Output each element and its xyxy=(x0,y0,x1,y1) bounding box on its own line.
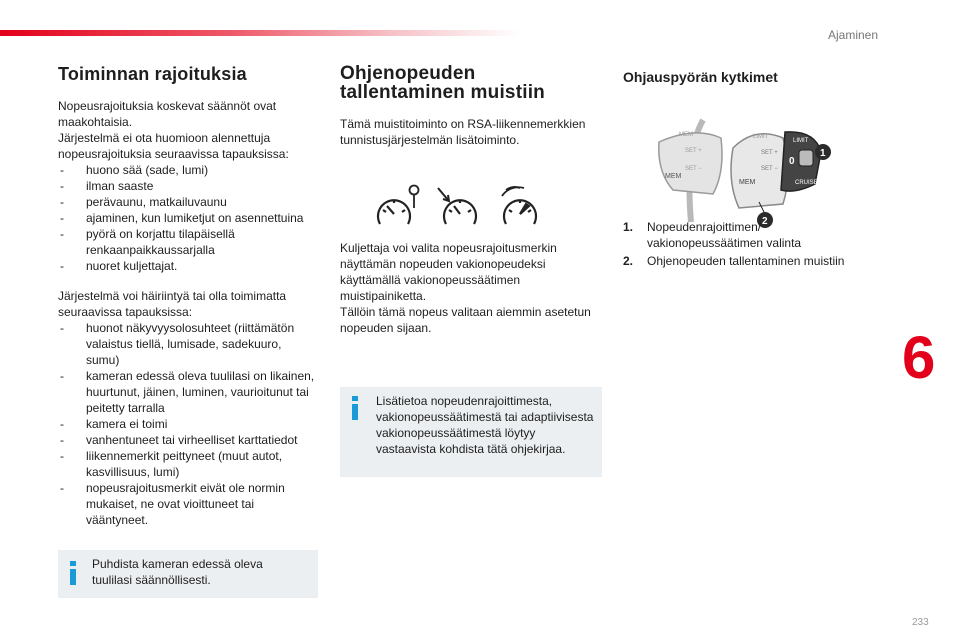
ghost-stalk xyxy=(659,133,722,194)
column-limitations xyxy=(58,64,318,528)
heading-limitations: Toiminnan rajoituksia xyxy=(58,64,247,84)
speedometer-icon xyxy=(378,186,419,225)
column-memorise-speed xyxy=(340,64,602,148)
info-icon xyxy=(352,404,358,420)
speedometer-icon xyxy=(438,188,476,224)
list-item: - ajaminen, kun lumiketjut on asennettuina xyxy=(58,210,318,226)
list-item: - ilman saaste xyxy=(58,178,318,194)
note-box-clean-windshield: Puhdista kameran edessä oleva tuulilasi säännöllisesti. xyxy=(58,550,318,598)
speedometer-icons xyxy=(370,182,550,232)
svg-text:LIMIT: LIMIT xyxy=(753,134,769,140)
list-disturbances xyxy=(58,320,318,528)
svg-text:MEM: MEM xyxy=(665,173,682,180)
legend-item: 2. Ohjenopeuden tallentaminen muistiin xyxy=(623,254,845,268)
header-accent-bar xyxy=(0,30,520,36)
section-label: Ajaminen xyxy=(828,28,879,42)
list-item: - nopeusrajoitusmerkit eivät ole normin mukaiset, ne ovat vioittuneet tai vääntyneet. xyxy=(58,480,318,528)
svg-text:1: 1 xyxy=(820,148,826,159)
legend-item: 1. Nopeudenrajoittimen/ vakionopeussäätimen valinta xyxy=(623,220,802,250)
speedometer-icon xyxy=(502,187,536,224)
list-item: - huono sää (sade, lumi) xyxy=(58,162,318,178)
intro-paragraph: Nopeusrajoituksia koskevat säännöt ovat maakohtaisia. Järjestelmä ei ota huomioon alennettuja nopeusrajoituksia seuraavissa tapauksissa: xyxy=(58,99,289,161)
list-item: - nuoret kuljettajat. xyxy=(58,258,318,274)
svg-text:SET +: SET + xyxy=(685,148,702,154)
list-item: - kameran edessä oleva tuulilasi on likainen, huurtunut, jäinen, luminen, vaurioitunut tai peitetty tarralla xyxy=(58,368,318,416)
disturbance-paragraph: Järjestelmä voi häiriintyä tai olla toimimatta seuraavissa tapauksissa: xyxy=(58,289,287,319)
list-item: - liikennemerkit peittyneet (muut autot, kasvillisuus, lumi) xyxy=(58,448,318,480)
steering-control-diagram xyxy=(655,112,851,230)
svg-text:0: 0 xyxy=(789,156,795,167)
svg-text:SET −: SET − xyxy=(685,166,702,172)
chapter-number: 6 xyxy=(902,324,936,391)
list-item: - vanhentuneet tai virheelliset karttatiedot xyxy=(58,432,318,448)
svg-text:MEM: MEM xyxy=(739,179,756,186)
svg-text:LIMIT: LIMIT xyxy=(793,138,809,144)
control-stalk xyxy=(731,134,788,208)
list-item: - kamera ei toimi xyxy=(58,416,318,432)
intro-paragraph: Tämä muistitoiminto on RSA-liikennemerkkien tunnistusjärjestelmän lisätoiminto. xyxy=(340,117,586,147)
list-reduced-limits xyxy=(58,162,318,274)
column-steering-controls xyxy=(623,64,923,86)
page-number: 233 xyxy=(912,617,929,628)
svg-text:SET +: SET + xyxy=(761,150,778,156)
note-box-more-info: Lisätietoa nopeudenrajoittimesta, vakionopeussäätimestä tai adaptiivisesta vakionopeussäätimestä löytyy vastaavista kohdista tätä ohjekirjaa. xyxy=(340,387,602,477)
heading-steering-controls: Ohjauspyörän kytkimet xyxy=(623,69,778,85)
cruise-memory-paragraph: Kuljettaja voi valita nopeusrajoitusmerkin näyttämän nopeuden vakionopeudeksi käyttämällä vakionopeussäätimen muistipainiketta. Tällöin tämä nopeus valitaan aiemmin asetetun nopeuden sijaan. xyxy=(340,241,591,335)
list-item: - pyörä on korjattu tilapäisellä renkaanpaikkaussarjalla xyxy=(58,226,318,258)
svg-text:2: 2 xyxy=(762,216,768,227)
list-item: - huonot näkyvyysolosuhteet (riittämätön valaistus tiellä, lumisade, sadekuuro, sumu) xyxy=(58,320,318,368)
list-item: - perävaunu, matkailuvaunu xyxy=(58,194,318,210)
svg-text:CRUISE: CRUISE xyxy=(795,180,818,186)
svg-text:SET −: SET − xyxy=(761,166,778,172)
info-icon xyxy=(70,569,76,585)
ghost-mem-label: MEM xyxy=(679,132,693,138)
heading-memorise-speed: Ohjenopeuden tallentaminen muistiin xyxy=(340,63,545,103)
legend-list xyxy=(623,219,923,271)
